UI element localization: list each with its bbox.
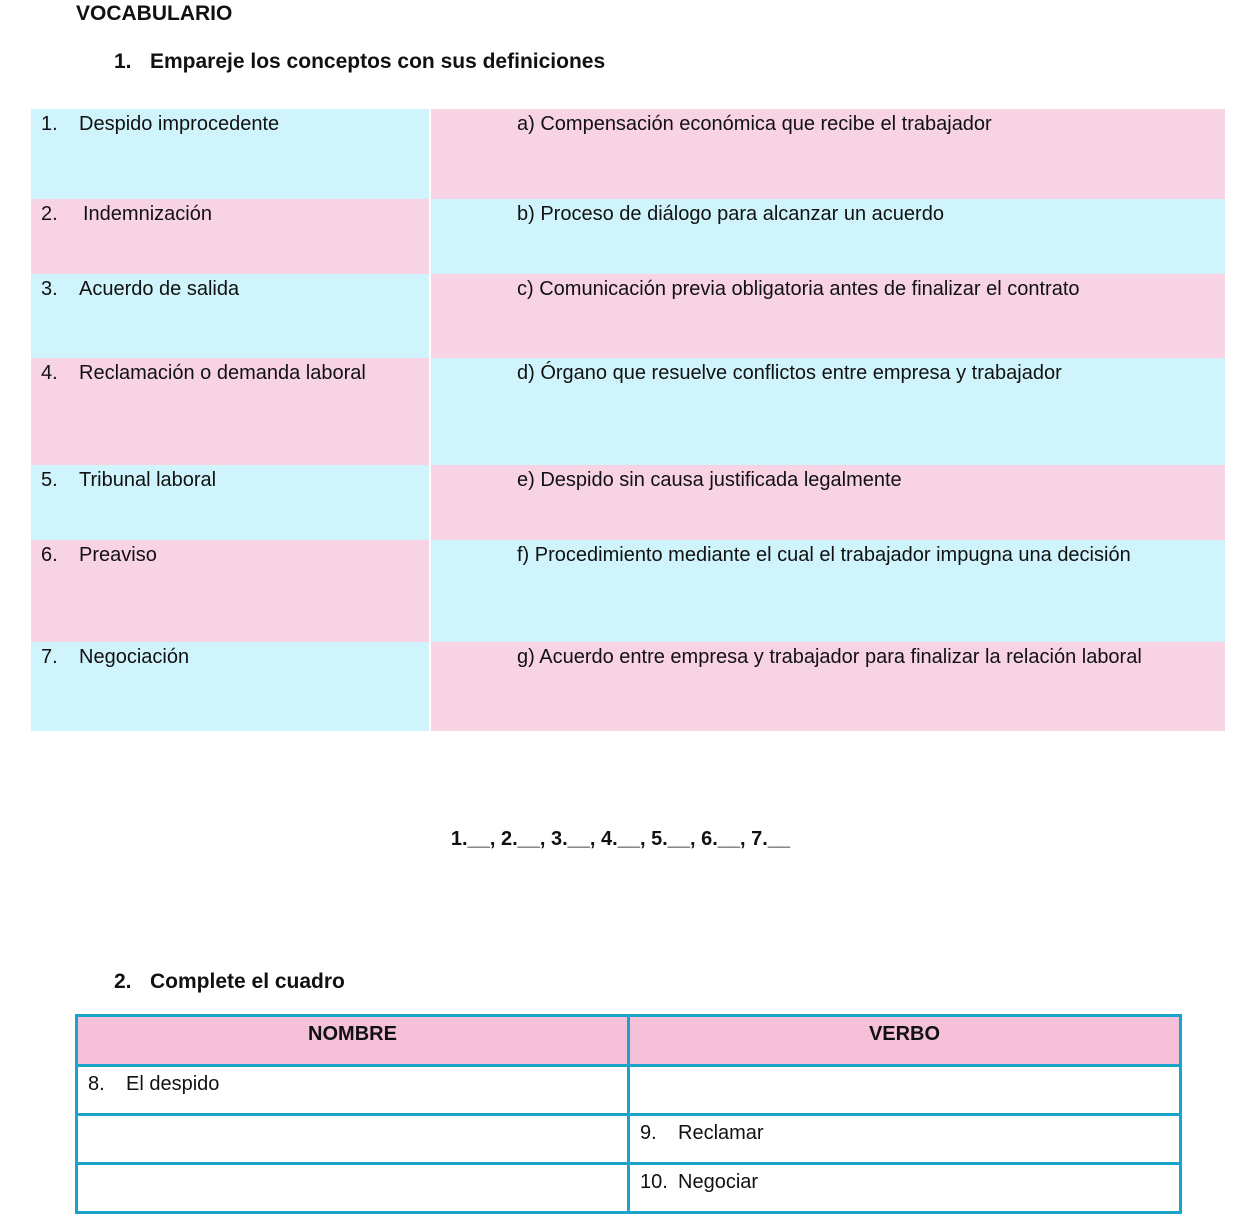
concept-cell xyxy=(31,465,429,540)
concept-cell xyxy=(31,642,429,731)
definition-cell: b) Proceso de diálogo para alcanzar un acuerdo xyxy=(429,199,1225,274)
verb-cell[interactable] xyxy=(629,1164,1181,1213)
matching-row xyxy=(31,109,1225,199)
concept-cell xyxy=(31,199,429,274)
matching-table xyxy=(31,109,1225,731)
section-1-number: 1. xyxy=(114,50,132,73)
noun-header: NOMBRE xyxy=(77,1016,629,1066)
noun-verb-table xyxy=(75,1014,1182,1214)
concept-text: Indemnización xyxy=(83,203,212,225)
section-1-title xyxy=(114,50,605,74)
table-row xyxy=(77,1066,1181,1115)
table-row xyxy=(77,1164,1181,1213)
definition-cell: d) Órgano que resuelve conflictos entre empresa y trabajador xyxy=(429,358,1225,465)
concept-cell xyxy=(31,540,429,642)
matching-row xyxy=(31,358,1225,465)
definition-cell: e) Despido sin causa justificada legalmente xyxy=(429,465,1225,540)
verb-cell[interactable] xyxy=(629,1066,1181,1115)
concept-text: Reclamación o demanda laboral xyxy=(79,362,366,384)
concept-number: 5. xyxy=(41,469,58,491)
concept-text: Despido improcedente xyxy=(79,113,280,135)
concept-number: 1. xyxy=(41,113,58,135)
concept-number: 2. xyxy=(41,203,58,225)
section-2-title xyxy=(114,970,345,994)
section-2-title-text: Complete el cuadro xyxy=(150,970,345,993)
concept-cell xyxy=(31,274,429,358)
answer-line: 1.__, 2.__, 3.__, 4.__, 5.__, 6.__, 7.__ xyxy=(450,828,791,850)
table-row xyxy=(77,1115,1181,1164)
section-2-number: 2. xyxy=(114,970,132,993)
concept-number: 7. xyxy=(41,646,58,668)
verb-header: VERBO xyxy=(629,1016,1181,1066)
matching-row xyxy=(31,274,1225,358)
concept-cell xyxy=(31,358,429,465)
table-header-row xyxy=(77,1016,1181,1066)
concept-text: Acuerdo de salida xyxy=(79,278,240,300)
item-number: 10. xyxy=(640,1171,668,1193)
definition-cell: g) Acuerdo entre empresa y trabajador para finalizar la relación laboral xyxy=(429,642,1225,731)
concept-text: Negociación xyxy=(79,646,190,668)
concept-number: 4. xyxy=(41,362,58,384)
matching-row xyxy=(31,465,1225,540)
concept-number: 6. xyxy=(41,544,58,566)
matching-row xyxy=(31,540,1225,642)
verb-text: Reclamar xyxy=(678,1122,764,1144)
concept-number: 3. xyxy=(41,278,58,300)
concept-text: Preaviso xyxy=(79,544,157,566)
definition-cell: c) Comunicación previa obligatoria antes de finalizar el contrato xyxy=(429,274,1225,358)
item-number: 8. xyxy=(88,1073,105,1095)
definition-cell: f) Procedimiento mediante el cual el trabajador impugna una decisión xyxy=(429,540,1225,642)
noun-cell[interactable] xyxy=(77,1164,629,1213)
noun-cell[interactable] xyxy=(77,1066,629,1115)
item-number: 9. xyxy=(640,1122,657,1144)
matching-row xyxy=(31,642,1225,731)
concept-text: Tribunal laboral xyxy=(79,469,217,491)
page-heading: VOCABULARIO xyxy=(76,2,233,25)
section-1-title-text: Empareje los conceptos con sus definiciones xyxy=(150,50,606,73)
noun-cell[interactable] xyxy=(77,1115,629,1164)
concept-cell xyxy=(31,109,429,199)
verb-text: Negociar xyxy=(678,1171,759,1193)
definition-cell: a) Compensación económica que recibe el trabajador xyxy=(429,109,1225,199)
noun-text: El despido xyxy=(126,1073,220,1095)
verb-cell[interactable] xyxy=(629,1115,1181,1164)
matching-row xyxy=(31,199,1225,274)
